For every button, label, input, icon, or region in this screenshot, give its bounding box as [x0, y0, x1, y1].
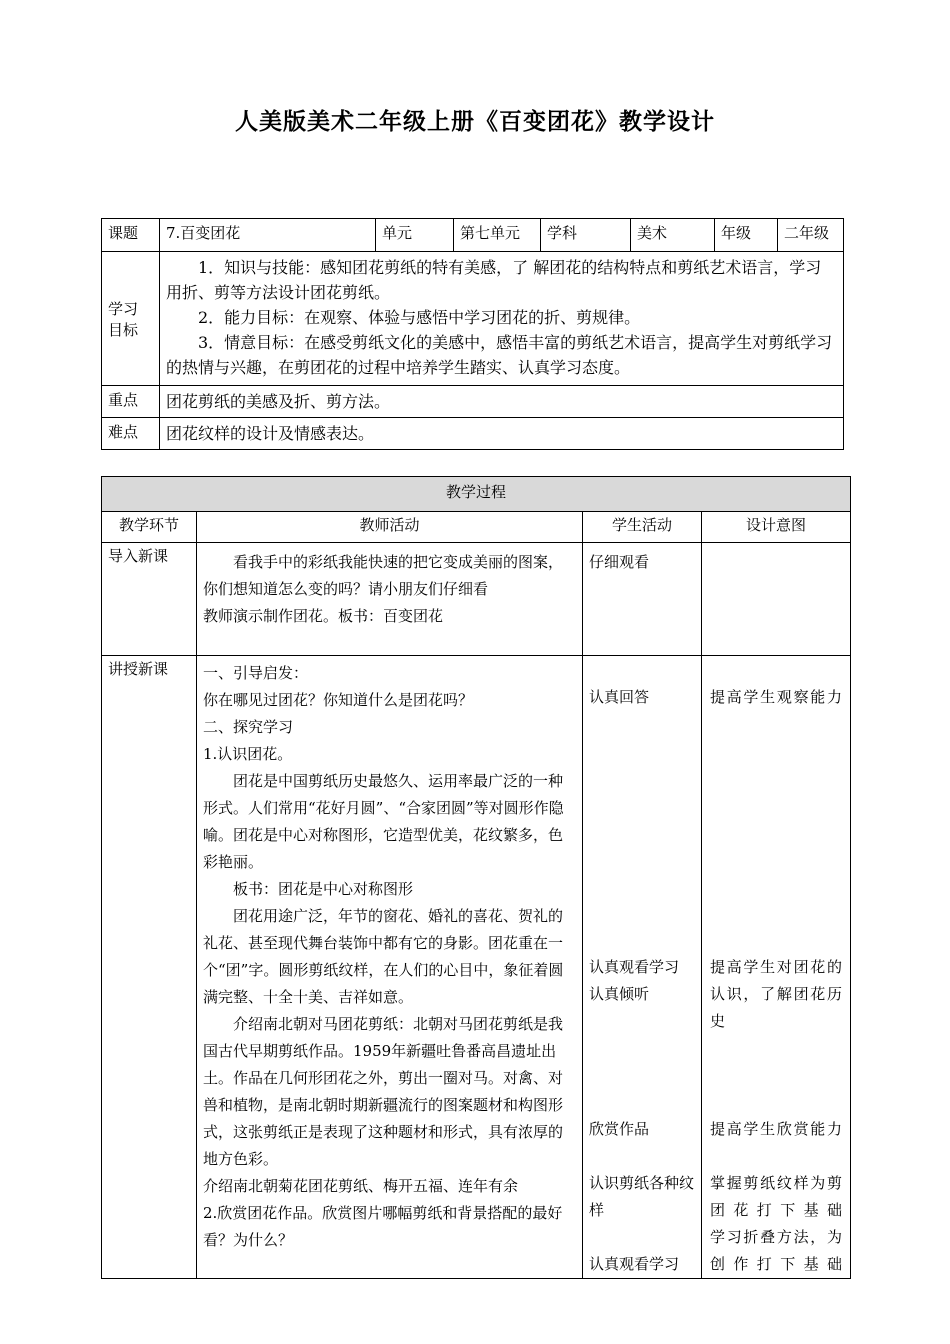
lecture-stage: 讲授新课: [102, 656, 197, 1279]
difficulty-label: 难点: [102, 418, 160, 450]
teacher-step: 一、引导启发：: [203, 664, 309, 682]
teacher-step: 你在哪见过团花？你知道什么是团花吗？: [203, 691, 474, 709]
intro-teacher: [197, 543, 583, 656]
objectives-label-line-2: 目标: [108, 320, 139, 339]
objectives-text: [160, 252, 844, 386]
design-intent: 掌握剪纸纹样为剪团花打下基础: [710, 1174, 843, 1219]
intro-student: [583, 543, 702, 656]
student-activity: 认真观看学习: [589, 958, 680, 976]
design-intent: 学习折叠方法，为创作打下基础: [710, 1228, 843, 1273]
objectives-label-line-1: 学习: [108, 299, 139, 318]
course-label: 课题: [102, 219, 160, 252]
key-label: 重点: [102, 386, 160, 418]
subject-label: 学科: [541, 219, 631, 252]
design-intent: 提高学生对团花的认识，了解团花历史: [710, 958, 843, 1030]
student-activity: 欣赏作品: [589, 1120, 650, 1138]
column-header: 设计意图: [702, 512, 851, 543]
key-value: 团花剪纸的美感及折、剪方法。: [160, 386, 844, 418]
process-column-headers: [102, 512, 851, 543]
lecture-teacher: [197, 656, 583, 1279]
lecture-row: [102, 656, 851, 1279]
objective-item: 1．知识与技能：感知团花剪纸的特有美感，了 解团花的结构特点和剪纸艺术语言，学习用折、剪等方法设计团花剪纸。: [166, 258, 822, 302]
teacher-step: 团花是中国剪纸历史最悠久、运用率最广泛的一种形式。人们常用“花好月圆”、“合家团圆”等对圆形作隐喻。团花是中心对称图形，它造型优美，花纹繁多，色彩艳丽。: [203, 772, 564, 871]
intro-teacher-text: 看我手中的彩纸我能快速的把它变成美丽的图案，你们想知道怎么变的吗？请小朋友们仔细看: [203, 553, 564, 598]
teacher-step: 介绍南北朝对马团花剪纸：北朝对马团花剪纸是我国古代早期剪纸作品。1959年新疆吐鲁番高昌遗址出土。作品在几何形团花之外，剪出一圈对马。对禽、对兽和植物，是南北朝时期新疆流行的图案题材和构图形式，这张剪纸正是表现了这种题材和形式，具有浓厚的地方色彩。: [203, 1015, 564, 1168]
objective-item: 2．能力目标：在观察、体验与感悟中学习团花的折、剪规律。: [198, 308, 641, 327]
teacher-step: 二、探究学习: [203, 718, 294, 736]
objective-item: 3．情意目标：在感受剪纸文化的美感中，感悟丰富的剪纸艺术语言，提高学生对剪纸学习的热情与兴趣，在剪团花的过程中培养学生踏实、认真学习态度。: [166, 333, 833, 377]
lecture-design: [702, 656, 851, 1279]
column-header: 学生活动: [583, 512, 702, 543]
page-title: 人美版美术二年级上册《百变团花》教学设计: [235, 108, 715, 135]
lecture-student: [583, 656, 702, 1279]
course-value: 7.百变团花: [160, 219, 376, 252]
info-row-objectives: [102, 252, 844, 386]
teacher-step: 团花用途广泛，年节的窗花、婚礼的喜花、贺礼的礼花、甚至现代舞台装饰中都有它的身影。团花重在一个“团”字。圆形剪纸纹样，在人们的心目中，象征着圆满完整、十全十美、吉祥如意。: [203, 907, 564, 1006]
student-activity: 认真倾听: [589, 985, 650, 1003]
objectives-label: [102, 252, 160, 386]
teacher-step: 介绍南北朝菊花团花剪纸、梅开五福、连年有余: [203, 1177, 519, 1195]
teacher-step: 2.欣赏团花作品。欣赏图片哪幅剪纸和背景搭配的最好看？为什么？: [203, 1204, 563, 1249]
teacher-step: 板书：团花是中心对称图形: [233, 880, 414, 898]
intro-student-text: 仔细观看: [589, 553, 650, 571]
process-header-row: [102, 477, 851, 512]
intro-stage: 导入新课: [102, 543, 197, 656]
info-row-difficulty: [102, 418, 844, 450]
info-row-key: [102, 386, 844, 418]
student-activity: 认真回答: [589, 688, 650, 706]
teacher-step: 1.认识团花。: [203, 745, 293, 763]
design-intent: 提高学生欣赏能力: [710, 1120, 843, 1138]
grade-label: 年级: [715, 219, 778, 252]
intro-design: [702, 543, 851, 656]
lesson-info-table: [101, 218, 844, 450]
unit-value: 第七单元: [454, 219, 541, 252]
intro-teacher-demo: 教师演示制作团花。板书：百变团花: [203, 607, 444, 625]
design-intent: 提高学生观察能力: [710, 688, 843, 706]
difficulty-value: 团花纹样的设计及情感表达。: [160, 418, 844, 450]
subject-value: 美术: [631, 219, 715, 252]
info-row-basic: [102, 219, 844, 252]
intro-row: [102, 543, 851, 656]
column-header: 教师活动: [197, 512, 583, 543]
unit-label: 单元: [376, 219, 454, 252]
column-header: 教学环节: [102, 512, 197, 543]
grade-value: 二年级: [778, 219, 844, 252]
teaching-process-table: [101, 476, 851, 1279]
student-activity: 认识剪纸各种纹样: [589, 1174, 695, 1219]
student-activity: 认真观看学习: [589, 1255, 680, 1273]
process-header: 教学过程: [102, 477, 851, 512]
